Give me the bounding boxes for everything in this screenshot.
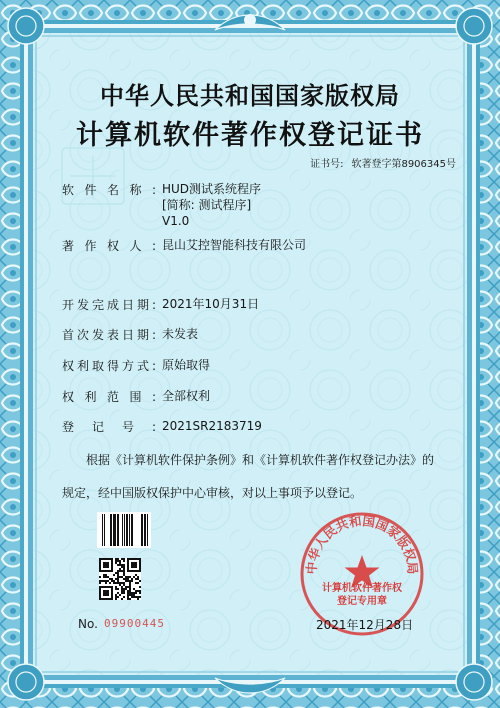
field-label: 开发完成日期: <box>62 298 156 312</box>
field-value: 全部权利 <box>162 389 211 403</box>
statement-line-2: 规定，经中国版权保护中心审核，对以上事项予以登记。 <box>62 486 363 500</box>
barcode-image <box>97 512 151 548</box>
seal-center-line-2: 登记专用章 <box>337 596 387 607</box>
certificate-number-value: 软著登字第8906345号 <box>351 159 456 170</box>
serial-number-value: 09900445 <box>104 617 165 630</box>
serial-number-label: No. <box>78 617 98 631</box>
field-acquisition-method <box>62 357 210 374</box>
field-value: 原始取得 <box>162 358 211 372</box>
field-value: 2021SR2183719 <box>162 419 262 433</box>
field-first-publish-date <box>62 326 198 343</box>
field-rights-scope <box>62 388 210 405</box>
field-label: 权利取得方式: <box>62 359 156 373</box>
field-label: 软件名称: <box>62 183 156 197</box>
field-completion-date <box>62 296 259 313</box>
field-value: 昆山艾控智能科技有限公司 <box>162 238 307 252</box>
qr-code-image <box>99 558 141 600</box>
certificate-title: 计算机软件著作权登记证书 <box>76 120 424 151</box>
field-label: 首次发表日期: <box>62 328 156 342</box>
certificate-number-label: 证书号: <box>310 159 344 170</box>
seal-ring-text: 中华人民共和国国家版权局 <box>303 513 421 575</box>
seal-center-line-1: 计算机软件著作权 <box>322 583 402 594</box>
field-label: 登记号: <box>62 420 156 434</box>
field-value: 2021年10月31日 <box>162 297 260 311</box>
software-short-name: [简称: 测试程序] <box>162 198 252 212</box>
issuer-title: 中华人民共和国国家版权局 <box>100 81 400 110</box>
field-label: 著作权人: <box>62 239 156 253</box>
statement-line-1: 根据《计算机软件保护条例》和《计算机软件著作权登记办法》的 <box>86 453 435 467</box>
statement <box>62 444 452 510</box>
field-label: 权利范围: <box>62 390 156 404</box>
software-name: HUD测试系统程序 <box>162 182 262 196</box>
seal-center-text <box>314 582 410 608</box>
field-copyright-owner <box>62 237 306 254</box>
field-value <box>162 181 261 229</box>
field-value: 未发表 <box>162 327 199 341</box>
field-software-name <box>62 181 261 229</box>
field-registration-number <box>62 418 262 435</box>
software-version: V1.0 <box>162 214 190 228</box>
issue-date: 2021年12月28日 <box>316 618 414 632</box>
certificate-number <box>310 155 456 170</box>
